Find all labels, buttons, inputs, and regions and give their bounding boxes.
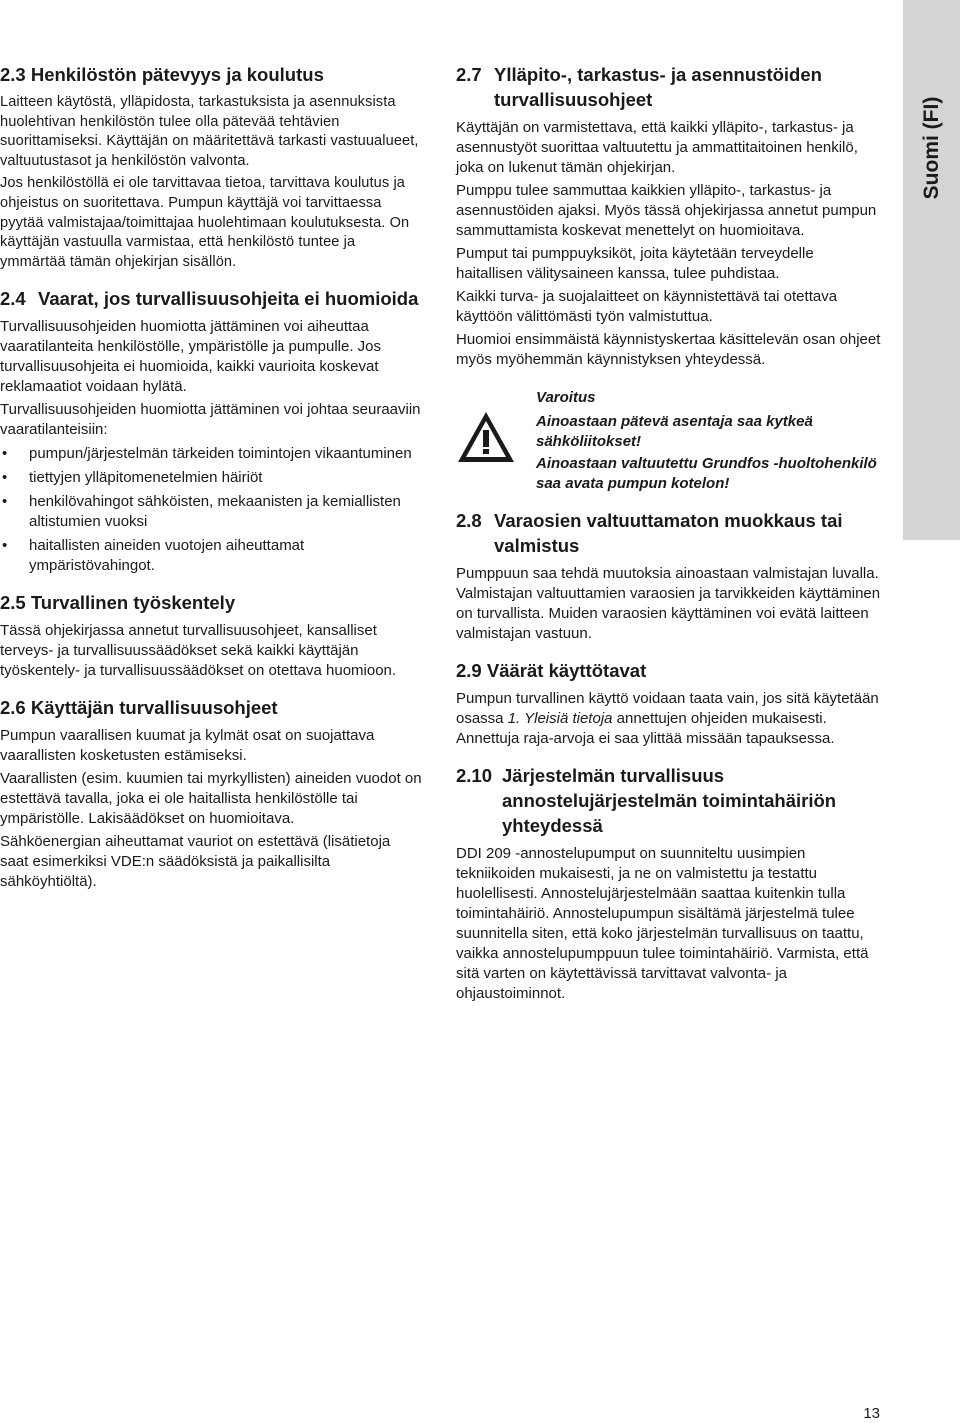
language-tab — [903, 0, 960, 540]
bullet-glyph: • — [2, 445, 8, 463]
section-title: Varaosien valtuuttamaton muokkaus tai valmistus — [494, 510, 843, 556]
cross-reference: 1. Yleisiä tietoja — [507, 710, 613, 727]
list-item-text: henkilövahingot sähköisten, mekaanisten ja kemiallisten altistumien vuoksi — [29, 493, 401, 531]
section-title: Käyttäjän turvallisuusohjeet — [30, 697, 278, 719]
bullet-glyph: • — [2, 469, 8, 487]
hazard-list — [0, 444, 422, 576]
list-item — [0, 536, 422, 576]
list-item-text: haitallisten aineiden vuotojen aiheuttamat ympäristövahingot. — [29, 537, 305, 575]
paragraph: Huomioi ensimmäistä käynnistyskertaa käsittelevän osan ohjeet myös myöhemmän käynnistyksen yhteydessä. — [456, 331, 881, 368]
section-title: Ylläpito-, tarkastus- ja asennustöiden turvallisuusohjeet — [494, 64, 822, 110]
paragraph: Sähköenergian aiheuttamat vauriot on estettävä (lisätietoja saat esimerkiksi VDE:n säädöksistä ja paikallisilta sähköyhtiöltä). — [0, 833, 391, 891]
list-item — [0, 444, 422, 464]
paragraph — [456, 689, 884, 749]
section-number: 2.8 — [456, 510, 482, 531]
warning-icon — [456, 388, 536, 494]
paragraph: Turvallisuusohjeiden huomiotta jättäminen voi johtaa seuraaviin vaaratilanteisiin: — [0, 401, 421, 439]
paragraph: Pumppu tulee sammuttaa kaikkien ylläpito-, tarkastus- ja asennustöiden ajaksi. Myös tässä ohjekirjassa annetut pumpun sammuttamista koskevat menettelyt on huomioitava. — [456, 182, 877, 239]
section-number: 2.7 — [456, 64, 482, 85]
paragraph: Kaikki turva- ja suojalaitteet on käynnistettävä tai otettava käyttöön välittömästi työn valmistuttua. — [456, 288, 838, 325]
section-heading — [456, 763, 884, 838]
paragraph: Vaarallisten (esim. kuumien tai myrkyllisten) aineiden vuodot on estettävä tavalla, joka ei ole haitallista henkilöstölle tai ympäristölle. Lakisäädökset on huomioitava. — [0, 770, 422, 828]
section-heading — [456, 508, 884, 558]
section-heading — [0, 590, 422, 615]
paragraph: Turvallisuusohjeiden huomiotta jättäminen voi aiheuttaa vaaratilanteita henkilöstölle, ympäristölle ja pumpulle. Jos turvallisuusohjeita ei huomioida, kaikki vaurioita koskevat reklamaatiot voidaan hylätä. — [0, 318, 382, 396]
warning-title: Varoitus — [536, 389, 596, 406]
paragraph: Laitteen käytöstä, ylläpidosta, tarkastuksista ja asennuksista huolehtivan henkilöstön tulee olla pätevää tehtävien suorittamiseksi. Käyttäjän on määritettävä tarkasti vastuualueet, valtuutustasot ja henkilöstön valvonta. — [0, 94, 419, 169]
section-number: 2.3 — [0, 64, 26, 85]
section-title: Väärät käyttötavat — [486, 660, 647, 681]
section-heading — [0, 62, 422, 87]
section-2-3 — [0, 62, 422, 272]
section-number: 2.10 — [456, 765, 493, 786]
list-item-text: pumpun/järjestelmän tärkeiden toimintojen vikaantuminen — [29, 445, 412, 463]
paragraph: Pumpun vaarallisen kuumat ja kylmät osat on suojattava vaarallisten kosketusten estämiseksi. — [0, 727, 375, 765]
section-title: Vaarat, jos turvallisuusohjeita ei huomioida — [38, 288, 419, 310]
warning-line: Ainoastaan valtuutettu Grundfos -huoltohenkilö saa avata pumpun kotelon! — [536, 455, 877, 492]
section-title: Turvallinen työskentely — [30, 592, 236, 614]
section-number: 2.5 — [0, 592, 26, 614]
paragraph: Tässä ohjekirjassa annetut turvallisuusohjeet, kansalliset terveys- ja turvallisuussäädökset sekä kaikki käyttäjän työskentely- ja turvallisuussäädökset on otettava huomioon. — [0, 622, 397, 680]
section-2-8 — [456, 508, 884, 644]
section-heading — [0, 286, 422, 311]
list-item-text: tiettyjen ylläpitomenetelmien häiriöt — [29, 469, 263, 487]
list-item — [0, 492, 422, 532]
section-number: 2.6 — [0, 697, 26, 719]
paragraph: Käyttäjän on varmistettava, että kaikki ylläpito-, tarkastus- ja asennustyöt suorittaa valtuutettu ja ammattitaitoinen henkilö, joka on lukenut tämän ohjekirjan. — [456, 119, 858, 176]
section-2-6 — [0, 695, 422, 892]
paragraph: DDI 209 -annostelupumput on suunniteltu uusimpien tekniikoiden mukaisesti, ja ne on valmistettu ja testattu huolellisesti. Annostelujärjestelmään saattaa kuitenkin tulla toimintahäiriö. Annostelupumpun sisältämä järjestelmä tulee suunnitella siten, että koko järjestelmän turvallisuus on taattu, vaikka annostelupumppuun tulee toimintahäiriö. Varmista, että sitä varten on käytettävissä tarvittavat valvonta- ja ohjaustoiminnot. — [456, 845, 869, 1002]
section-title: Henkilöstön pätevyys ja koulutus — [30, 64, 324, 85]
language-tab-label: Suomi (FI) — [919, 96, 943, 200]
paragraph: Pumppuun saa tehdä muutoksia ainoastaan valmistajan luvalla. Valmistajan valtuuttamien varaosien ja tarvikkeiden käyttäminen on turvallista. Muiden varaosien käyttäminen voi evätä laitteen valmistajan vastuun. — [456, 565, 881, 642]
section-2-5 — [0, 590, 422, 681]
left-column — [0, 62, 422, 892]
warning-triangle-icon — [456, 410, 516, 464]
section-2-7 — [456, 62, 884, 370]
paragraph: Jos henkilöstöllä ei ole tarvittavaa tietoa, tarvittava koulutus ja ohjeistus on suoritettava. Pumpun käyttäjä voi tarvittaessa pyytää valmistajaa/toimittajaa huolehtimaan koulutuksesta. On käyttäjän vastuulla varmistaa, että henkilöstö tuntee ja ymmärtää tämän ohjekirjan sisällön. — [0, 175, 410, 270]
warning-text — [536, 388, 884, 494]
bullet-glyph: • — [2, 493, 8, 511]
section-2-9 — [456, 658, 884, 749]
section-2-10 — [456, 763, 884, 1004]
paragraph-text: annettujen ohjeiden mukaisesti. Annettuja raja-arvoja ei saa ylittää missään tapauksessa. — [456, 710, 835, 747]
section-title: Järjestelmän turvallisuus annostelujärjestelmän toimintahäiriön yhteydessä — [502, 765, 837, 836]
section-2-4 — [0, 286, 422, 576]
paragraph-text: Pumpun turvallinen käyttö voidaan taata vain, jos sitä käytetään osassa — [456, 690, 879, 727]
list-item — [0, 468, 422, 488]
section-heading — [0, 695, 422, 720]
section-number: 2.4 — [0, 288, 26, 310]
page-number: 13 — [863, 1405, 880, 1422]
warning-box — [456, 388, 884, 494]
bullet-glyph: • — [2, 537, 8, 555]
right-column — [456, 62, 884, 1004]
paragraph: Pumput tai pumppuyksiköt, joita käytetään terveydelle haitallisen välitysaineen kanssa, tulee puhdistaa. — [456, 245, 814, 282]
section-number: 2.9 — [456, 660, 482, 681]
section-heading — [456, 62, 884, 112]
warning-line: Ainoastaan pätevä asentaja saa kytkeä sähköliitokset! — [536, 413, 813, 450]
section-heading — [456, 658, 884, 683]
